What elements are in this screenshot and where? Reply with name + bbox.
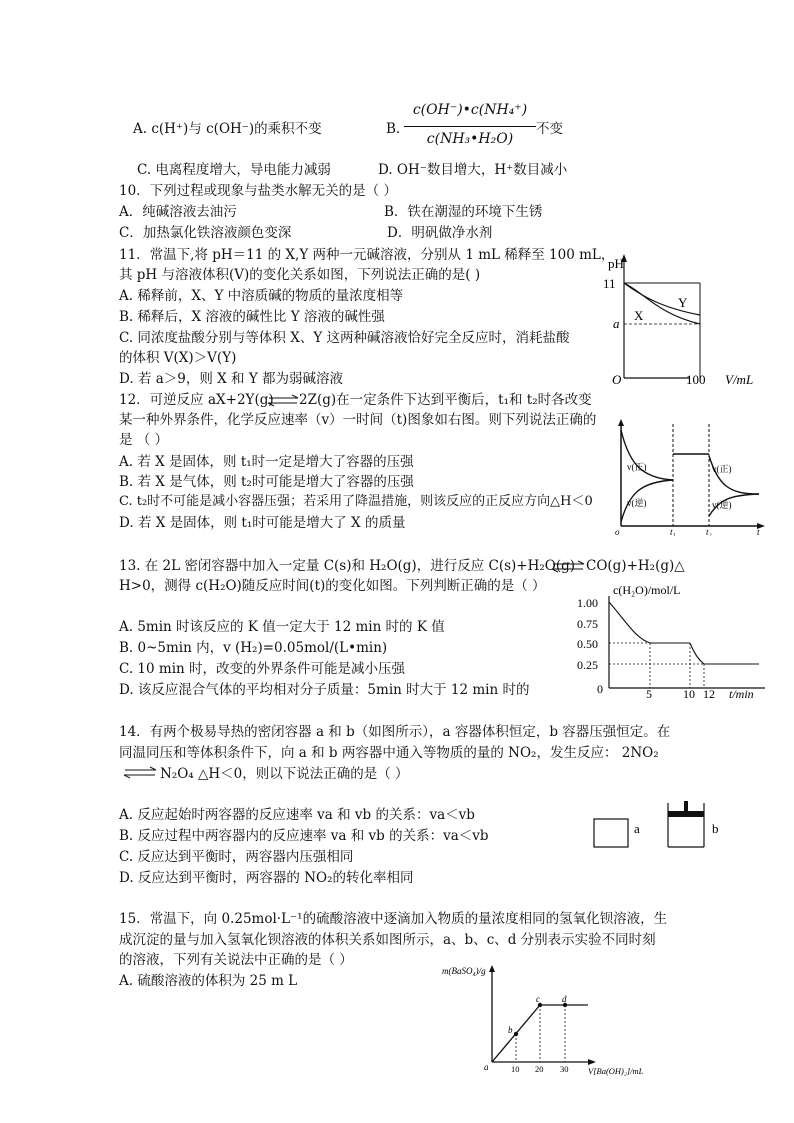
q12-option-b: B. 若 X 是气体，则 t₂时可能是增大了容器的压强: [119, 474, 414, 490]
point-b-label: b: [508, 1025, 513, 1035]
q10-option-d: D．明矾做净水剂: [387, 225, 493, 241]
q9-option-d: D. OH⁻数目增大，H⁺数目减小: [378, 162, 568, 178]
q12-stem-1b: 2Z(g)在一定条件下达到平衡后，t₁和 t₂时各改变: [299, 392, 592, 408]
q14-option-b: B. 反应过程中两容器内的反应速率 va 和 vb 的关系：va＜vb: [119, 828, 489, 844]
q11-option-b: B. 稀释后，X 溶液的碱性比 Y 溶液的碱性强: [119, 309, 385, 325]
q11-ph-chart: [598, 252, 770, 390]
q13-option-c: C. 10 min 时，改变的外界条件可能是减小压强: [119, 661, 406, 677]
q14-stem-3: N₂O₄ △H＜0，则以下说法正确的是（ ）: [160, 766, 409, 782]
q9-option-b-label: B.: [386, 121, 401, 137]
q9-fraction: [402, 102, 538, 154]
q14-containers-figure: [588, 795, 728, 853]
q12-equilibrium-arrow: [266, 394, 300, 408]
x-tick-5: 5: [646, 687, 652, 700]
y-axis-label: c(H₂O)/mol/L: [613, 583, 681, 597]
container-a-label: a: [634, 821, 640, 836]
q11-option-c-1: C. 同浓度盐酸分别与等体积 X、Y 这两种碱溶液恰好完全反应时，消耗盐酸: [119, 330, 570, 346]
y-tick-11: 11: [603, 276, 616, 291]
container-b-label: b: [712, 821, 719, 836]
q14-equilibrium-arrow: [122, 766, 158, 780]
q13-stem-1a: 13. 在 2L 密闭容器中加入一定量 C(s)和 H₂O(g)，进行反应 C(s)+H₂O(g): [119, 558, 576, 574]
q9-option-c: C. 电离程度增大，导电能力减弱: [137, 162, 331, 178]
q15-stem-1: 15．常温下，向 0.25mol·L⁻¹的硫酸溶液中逐滴加入物质的量浓度相同的氢氧化钡溶液，生: [119, 911, 668, 927]
origin-label: o: [615, 527, 620, 536]
q13-stem-1b: CO(g)+H₂(g)△: [586, 558, 685, 574]
q12-stem-1a: 12．可逆反应 aX+2Y(g): [119, 392, 274, 408]
piston-rod: [684, 801, 688, 811]
q9-option-b-suffix: 不变: [536, 121, 563, 137]
origin-label: O: [612, 372, 622, 387]
y-axis-label: pH: [608, 256, 624, 271]
q13-stem-2: H>0，测得 c(H₂O)随反应时间(t)的变化如图。下列判断正确的是（ ）: [119, 578, 546, 594]
x-tick-10: 10: [511, 1064, 520, 1074]
q14-stem-1: 14．有两个极易导热的密闭容器 a 和 b（如图所示），a 容器体积恒定，b 容器压强恒定。在: [119, 724, 671, 740]
q10-option-b: B．铁在潮湿的环境下生锈: [384, 204, 543, 220]
piston-plate: [668, 811, 704, 817]
q11-stem-2: 其 pH 与溶液体积(V)的变化关系如图，下列说法正确的是( ): [119, 267, 481, 283]
x-tick-12: 12: [703, 687, 715, 700]
q11-option-a: A. 稀释前，X、Y 中溶质碱的物质的量浓度相等: [119, 288, 404, 304]
y-tick-0.25: 0.25: [577, 658, 598, 672]
point-c-label: c: [536, 994, 540, 1004]
q15-stem-3: 的溶液，下列有关说法中正确的是（ ）: [119, 952, 353, 968]
q13-option-d: D. 该反应混合气体的平均相对分子质量：5min 时大于 12 min 时的: [119, 682, 530, 698]
q13-equilibrium-arrow: [550, 560, 586, 574]
x-axis-label: V/mL: [725, 372, 754, 387]
x-tick-10: 10: [683, 687, 695, 700]
point-a-label: a: [484, 1062, 489, 1072]
t1-label: t₁: [670, 527, 676, 536]
c-drop-10-12: [690, 643, 704, 664]
v-pos-label-2: v(正): [712, 464, 732, 474]
container-a: [594, 819, 628, 847]
x-tick-100: 100: [686, 372, 706, 387]
fraction-numerator: c(OH⁻)•c(NH₄⁺): [412, 102, 528, 118]
q14-option-d: D. 反应达到平衡时，两容器的 NO₂的转化率相同: [119, 870, 414, 886]
series-x-label: X: [634, 308, 644, 323]
y-tick-0.75: 0.75: [577, 617, 598, 631]
point-d-label: d: [562, 994, 567, 1004]
q11-option-c-2: 的体积 V(X)＞V(Y): [119, 350, 237, 366]
q13-concentration-chart: [573, 580, 769, 700]
v-forward-curve-2: [709, 456, 759, 494]
x-axis-label: V[Ba(OH)₂]/mL: [588, 1066, 644, 1076]
q10-stem: 10．下列过程或现象与盐类水解无关的是（ ）: [119, 183, 397, 199]
c-curve-0-5: [609, 602, 650, 643]
q9-option-a: A. c(H⁺)与 c(OH⁻)的乘积不变: [133, 121, 322, 137]
q12-stem-3: 是 （ ）: [119, 432, 169, 448]
x-axis-label: t/min: [729, 687, 754, 700]
y-axis-arrow: [489, 965, 495, 972]
q13-option-a: A. 5min 时该反应的 K 值一定大于 12 min 时的 K 值: [119, 619, 445, 635]
q14-stem-2: 同温同压和等体积条件下，向 a 和 b 两容器中通入等物质的量的 NO₂，发生反应： 2NO₂: [119, 745, 659, 761]
q15-precipitate-chart: [440, 962, 650, 1082]
v-forward-curve-1: [621, 430, 673, 480]
t-axis-label: t: [757, 527, 760, 536]
x-tick-30: 30: [560, 1064, 569, 1074]
y-axis-label: m(BaSO₄)/g: [442, 966, 486, 976]
v-pos-label-1: v(正): [627, 462, 647, 472]
x-tick-20: 20: [535, 1064, 544, 1074]
q12-stem-2: 某一种外界条件，化学反应速率（v）一时间（t)图象如右图。则下列说法正确的: [119, 412, 597, 428]
q10-option-c: C．加热氯化铁溶液颜色变深: [119, 225, 292, 241]
y-tick-a: a: [613, 316, 620, 331]
q10-option-a: A．纯碱溶液去油污: [119, 204, 237, 220]
series-y-label: Y: [678, 295, 688, 310]
q12-option-d: D. 若 X 是固体，则 t₁时可能是增大了 X 的质量: [119, 515, 406, 531]
q12-option-c: C. t₂时不可能是减小容器压强；若采用了降温措施，则该反应的正反应方向△H＜0: [119, 494, 593, 509]
t2-label: t₂: [706, 527, 712, 536]
q12-option-a: A. 若 X 是固体，则 t₁时一定是增大了容器的压强: [119, 454, 414, 470]
y-tick-1.00: 1.00: [577, 596, 598, 610]
v-neg-label-1: v(逆): [627, 498, 647, 508]
q11-option-d: D. 若 a＞9，则 X 和 Y 都为弱碱溶液: [119, 371, 344, 387]
y-tick-0: 0: [597, 682, 603, 696]
y-tick-0.50: 0.50: [577, 637, 598, 651]
x-axis-arrow: [588, 1059, 596, 1065]
v-neg-label-2: v(逆): [712, 500, 732, 510]
fraction-denominator: c(NH₃•H₂O): [426, 131, 514, 147]
q13-option-b: B. 0~5min 内，v (H₂)=0.05mol/(L•min): [119, 640, 388, 656]
q14-option-a: A. 反应起始时两容器的反应速率 va 和 vb 的关系：va＜vb: [119, 807, 475, 823]
q11-stem-1: 11．常温下,将 pH＝11 的 X,Y 两种一元碱溶液，分别从 1 mL 稀释至 100 mL，: [119, 247, 615, 263]
q14-option-c: C. 反应达到平衡时，两容器内压强相同: [119, 849, 354, 865]
q15-stem-2: 成沉淀的量与加入氢氧化钡溶液的体积关系如图所示，a、b、c、d 分别表示实验不同时刻: [119, 932, 656, 948]
point-b: [514, 1032, 518, 1036]
q15-option-a: A. 硫酸溶液的体积为 25 m L: [119, 973, 298, 989]
y-axis-arrow: [618, 419, 624, 426]
q12-vt-chart: [611, 418, 767, 536]
fraction-bar: [404, 126, 536, 127]
